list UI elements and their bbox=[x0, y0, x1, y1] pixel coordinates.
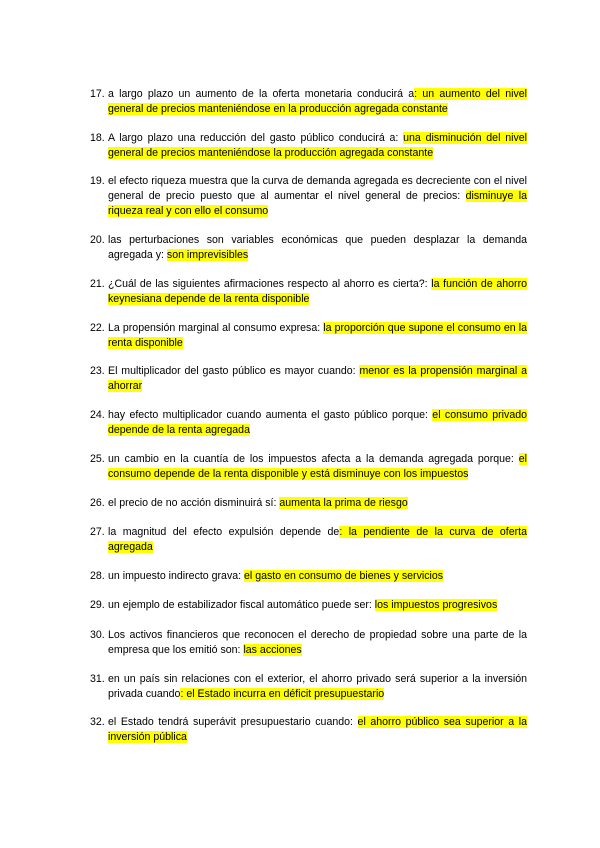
highlighted-answer: el consumo privado depende de la renta agregada bbox=[108, 409, 527, 436]
highlighted-answer: son imprevisibles bbox=[166, 249, 249, 261]
question-number: 26. bbox=[90, 497, 105, 509]
highlighted-answer: el consumo depende de la renta disponible y está disminuye con los impuestos bbox=[108, 453, 527, 480]
question-text: ¿Cuál de las siguientes afirmaciones respecto al ahorro es cierta?: bbox=[108, 278, 432, 290]
highlighted-answer: las acciones bbox=[243, 644, 302, 656]
highlighted-answer: : el Estado incurra en déficit presupuestario bbox=[180, 688, 385, 700]
question-number: 19. bbox=[90, 175, 105, 187]
question-27 bbox=[90, 525, 527, 555]
question-text: un impuesto indirecto grava: bbox=[108, 570, 245, 582]
question-20 bbox=[90, 233, 527, 263]
question-21 bbox=[90, 277, 527, 307]
question-18 bbox=[90, 131, 527, 161]
highlighted-answer: : un aumento del nivel general de precios manteniéndose en la producción agregada constante bbox=[108, 88, 527, 115]
question-number: 17. bbox=[90, 88, 105, 100]
question-text: a largo plazo un aumento de la oferta monetaria conducirá a bbox=[108, 88, 415, 100]
question-22 bbox=[90, 321, 527, 351]
question-text: las perturbaciones son variables económicas que pueden desplazar la demanda agregada y: bbox=[108, 234, 527, 261]
highlighted-answer: la proporción que supone el consumo en la renta disponible bbox=[108, 322, 527, 349]
highlighted-answer: : la pendiente de la curva de oferta agregada bbox=[108, 526, 527, 553]
question-28 bbox=[90, 569, 527, 584]
question-number: 20. bbox=[90, 234, 105, 246]
question-number: 23. bbox=[90, 365, 105, 377]
question-text: A largo plazo una reducción del gasto público conducirá a: bbox=[108, 132, 404, 144]
highlighted-answer: el ahorro público sea superior a la inversión pública bbox=[108, 716, 527, 743]
question-text: un ejemplo de estabilizador fiscal automático puede ser: bbox=[108, 599, 375, 611]
highlighted-answer: la función de ahorro keynesiana depende de la renta disponible bbox=[108, 278, 527, 305]
question-text: La propensión marginal al consumo expresa: bbox=[108, 322, 324, 334]
question-number: 32. bbox=[90, 716, 105, 728]
highlighted-answer: aumenta la prima de riesgo bbox=[279, 497, 408, 509]
question-23 bbox=[90, 364, 527, 394]
question-text: Los activos financieros que reconocen el derecho de propiedad sobre una parte de la empresa que los emitió son: bbox=[108, 629, 527, 656]
question-text: en un país sin relaciones con el exterior, el ahorro privado será superior a la inversión privada cuando bbox=[108, 673, 527, 700]
question-text: un cambio en la cuantía de los impuestos afecta a la demanda agregada porque: bbox=[108, 453, 519, 465]
question-30 bbox=[90, 628, 527, 658]
question-19 bbox=[90, 174, 527, 219]
question-number: 28. bbox=[90, 570, 105, 582]
highlighted-answer: una disminución del nivel general de precios manteniéndose la producción agregada constante bbox=[108, 132, 527, 159]
question-text: el efecto riqueza muestra que la curva de demanda agregada es decreciente con el nivel general de precio puesto que al aumentar el nivel general de precios: bbox=[108, 175, 527, 202]
question-number: 31. bbox=[90, 673, 105, 685]
question-number: 18. bbox=[90, 132, 105, 144]
question-number: 21. bbox=[90, 278, 105, 290]
question-text: hay efecto multiplicador cuando aumenta el gasto público porque: bbox=[108, 409, 433, 421]
question-17 bbox=[90, 87, 527, 117]
highlighted-answer: menor es la propensión marginal a ahorrar bbox=[108, 365, 527, 392]
question-number: 29. bbox=[90, 599, 105, 611]
question-number: 24. bbox=[90, 409, 105, 421]
question-25 bbox=[90, 452, 527, 482]
question-text: El multiplicador del gasto público es mayor cuando: bbox=[108, 365, 360, 377]
question-text: el precio de no acción disminuirá sí: bbox=[108, 497, 280, 509]
question-26 bbox=[90, 496, 527, 511]
highlighted-answer: el gasto en consumo de bienes y servicios bbox=[244, 570, 444, 582]
question-number: 27. bbox=[90, 526, 105, 538]
question-number: 30. bbox=[90, 629, 105, 641]
question-31 bbox=[90, 672, 527, 702]
question-24 bbox=[90, 408, 527, 438]
question-32 bbox=[90, 715, 527, 745]
highlighted-answer: disminuye la riqueza real y con ello el consumo bbox=[108, 190, 527, 217]
question-29 bbox=[90, 598, 527, 613]
question-number: 25. bbox=[90, 453, 105, 465]
question-number: 22. bbox=[90, 322, 105, 334]
highlighted-answer: los impuestos progresivos bbox=[374, 599, 498, 611]
question-text: la magnitud del efecto expulsión depende de bbox=[108, 526, 340, 538]
question-text: el Estado tendrá superávit presupuestario cuando: bbox=[108, 716, 358, 728]
